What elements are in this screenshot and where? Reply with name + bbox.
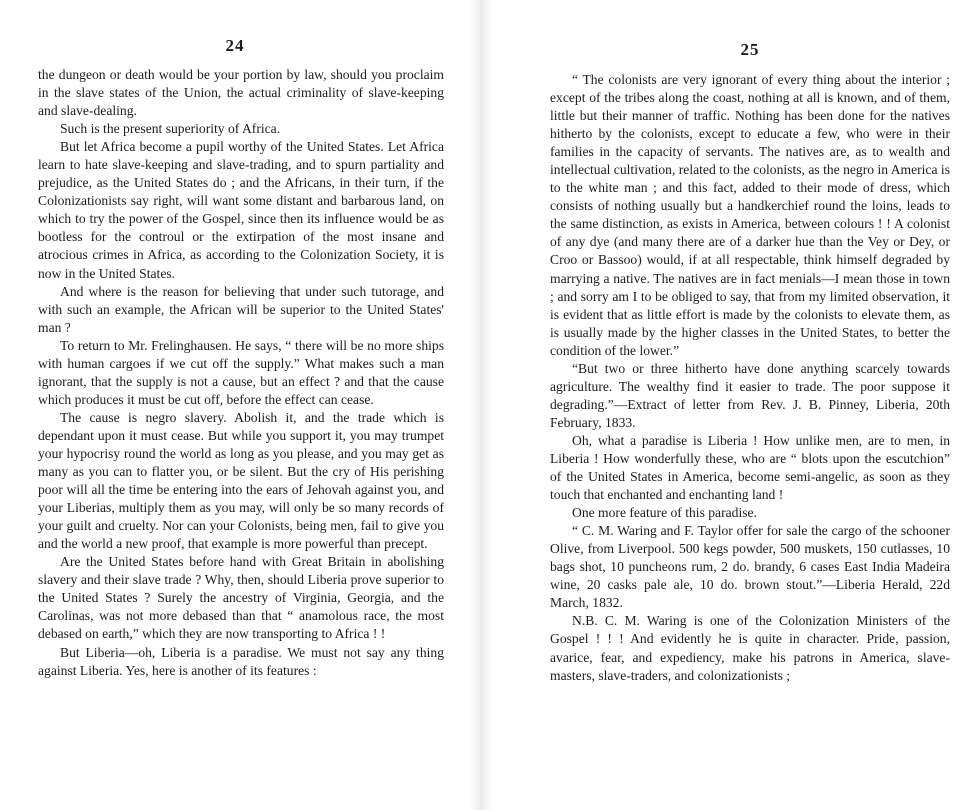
paragraph: Oh, what a paradise is Liberia ! How unlike men, are to men, in Liberia ! How wonderfully these, who are “ blots upon the escutchion” of the United States in America, become semi-angelic, as soon as they touch that enchanted and enchanting land ! (550, 432, 950, 503)
book-gutter (468, 0, 492, 810)
left-page (0, 0, 470, 810)
page-body (550, 71, 950, 685)
page-number: 25 (740, 40, 760, 59)
paragraph: Such is the present superiority of Africa. (60, 121, 281, 137)
paragraph: N.B. C. M. Waring is one of the Colonization Ministers of the Gospel ! ! ! And evidently he is quite in character. Pride, passion, avarice, fear, and expediency, make his patrons in America, slave-masters, slave-traders, and colonizationists ; (550, 613, 950, 683)
paragraph: And where is the reason for believing that under such tutorage, and with such an example, the African will be superior to the United States' man ? (38, 283, 444, 335)
paragraph: “But two or three hitherto have done anything scarcely towards agriculture. The wealthy find it easier to trade. The poor suppose it degrading.”—Extract of letter from Rev. J. B. Pinney, Liberia, 20th February, 1833. (550, 360, 950, 430)
page-body (38, 66, 444, 680)
paragraph: To return to Mr. Frelinghausen. He says, “ there will be no more ships with human cargoes if we cut off the supply.” What makes such a man ignorant, that the supply is not a cause, but an effect ? and that the cause which produces it must be cut off, before the effect can cease. (38, 337, 444, 407)
page-number: 24 (225, 36, 245, 55)
paragraph: “ The colonists are very ignorant of every thing about the interior ; except of the tribes along the coast, nothing at all is known, and of them, little but their manner of traffic. Nothing has been done for the natives hitherto by the colonists, except to educate a few, who were in their families in the capacity of servants. The natives are, as to wealth and intellectual cultivation, related to the colonists, as the negro in America is to the white man ; and this fact, added to their mode of dress, which consists of nothing usually but a handkerchief round the loins, leads to the same distinction, as exists in America, between colours ! ! A colonist of any dye (and many there are of a darker hue than the Vey or Dey, or Croo or Bassoo) would, if at all respectable, think himself degraded by marrying a native. The natives are in fact menials—I mean those in town ; and sorry am I to be obliged to say, that from my limited observation, it is evident that as little effort is made by the colonists to elevate them, as is usually made by the higher classes in the United States, to better the condition of the lower.” (550, 72, 950, 358)
paragraph: The cause is negro slavery. Abolish it, and the trade which is dependant upon it must cease. But while you support it, you may trumpet your hypocrisy round the world as long as you please, and you may get as many as you can to flatter you, or be silent. But the cry of His perishing poor will all the time be entering into the ears of Jehovah against you, and your Liberias, multiply them as you may, will only be so many records of your guilt and cruelty. Nor can your Colonists, being men, fail to give you and the world a new proof, that example is more powerful than precept. (38, 409, 444, 552)
right-page (490, 0, 980, 810)
paragraph: But Liberia—oh, Liberia is a paradise. We must not say any thing against Liberia. Yes, here is another of its features : (38, 644, 444, 678)
paragraph: the dungeon or death would be your portion by law, should you proclaim in the slave states of the Union, the actual criminality of slave-keeping and slave-dealing. (38, 67, 444, 119)
paragraph: But let Africa become a pupil worthy of the United States. Let Africa learn to hate slave-keeping and slave-trading, and to spurn partiality and prejudice, as the United States do ; and the Africans, in their turn, if the Colonizationists say right, will want some distant and barbarous land, on which to try the power of the Gospel, since then its influence would be as bootless for the controul or the extirpation of the most insane and atrocious crimes in Africa, as according to the Colonization Society, it is now in the United States. (38, 139, 444, 281)
paragraph: One more feature of this paradise. (572, 505, 757, 521)
paragraph: “ C. M. Waring and F. Taylor offer for sale the cargo of the schooner Olive, from Liverpool. 500 kegs powder, 500 muskets, 150 cutlasses, 10 bags shot, 10 puncheons rum, 2 do. brandy, 6 cases East India Madeira wine, 20 casks pale ale, 10 do. brown stout.”—Liberia Herald, 22d March, 1832. (550, 523, 950, 611)
paragraph: Are the United States before hand with Great Britain in abolishing slavery and their slave trade ? Why, then, should Liberia prove superior to the United States ? Surely the ancestry of Virginia, Georgia, and the Carolinas, was not more debased than that “ anamolous race, the most debased on earth,” which they are now transporting to Africa ! ! (38, 554, 444, 642)
